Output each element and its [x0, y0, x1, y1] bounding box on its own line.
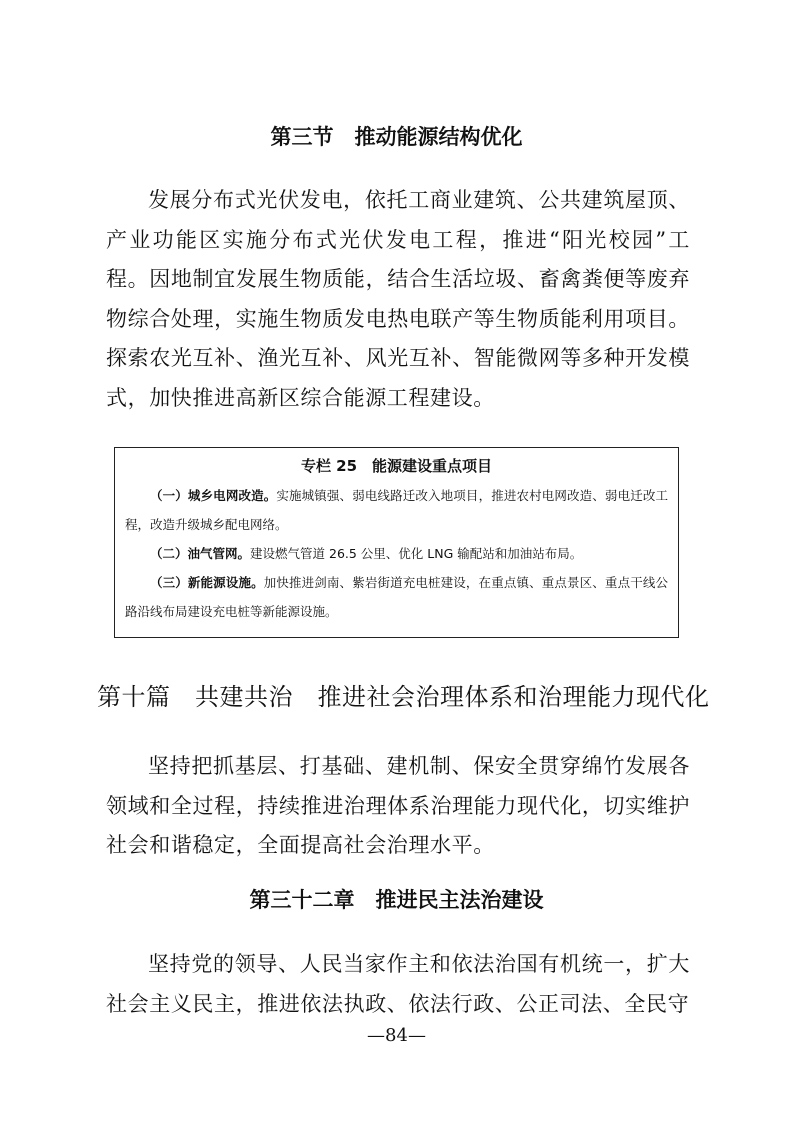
chapter-title: 第三十二章 推进民主法治建设: [249, 888, 544, 912]
column-box-title: 专栏 25 能源建设重点项目: [300, 457, 493, 475]
column-item-text: 实施城镇强、弱电线路迁改入地项目，推进农村电网改造、弱电迁改工程，改造升级城乡配电网络。: [125, 488, 668, 532]
column-item-lead: （三）新能源设施。: [150, 575, 264, 590]
paragraph-energy-structure: 发展分布式光伏发电，依托工商业建筑、公共建筑屋顶、产业功能区实施分布式光伏发电工程，推进“阳光校园”工程。因地制宜发展生物质能，结合生活垃圾、畜禽粪便等废弃物综合处理，实施生物质发电热电联产等生物质能利用项目。探索农光互补、渔光互补、风光互补、智能微网等多种开发模式，加快推进高新区综合能源工程建设。: [106, 188, 690, 410]
paragraph-social-governance: 坚持把抓基层、打基础、建机制、保安全贯穿绵竹发展各领域和全过程，持续推进治理体系治理能力现代化，切实维护社会和谐稳定，全面提高社会治理水平。: [106, 754, 690, 857]
section-title: 第三节 推动能源结构优化: [270, 125, 523, 149]
paragraph-democracy-rule-of-law: 坚持党的领导、人民当家作主和依法治国有机统一，扩大社会主义民主，推进依法执政、依法行政、公正司法、全民守: [106, 952, 690, 1016]
page-number: —84—: [367, 1025, 426, 1046]
part-title: 第十篇 共建共治 推进社会治理体系和治理能力现代化: [97, 683, 710, 711]
column-item-lead: （一）城乡电网改造。: [150, 488, 277, 503]
column-item-new-energy-facilities: [125, 568, 668, 626]
column-item-text: 建设燃气管道 26.5 公里、优化 LNG 输配站和加油站布局。: [250, 546, 583, 561]
column-item-text: 加快推进剑南、紫岩街道充电桩建设，在重点镇、重点景区、重点干线公路沿线布局建设充电桩等新能源设施。: [125, 575, 668, 619]
column-item-grid-renovation: [125, 481, 668, 539]
column-box-energy-projects: [114, 447, 679, 638]
column-item-oil-gas-network: [125, 539, 668, 568]
column-item-lead: （二）油气管网。: [150, 546, 251, 561]
